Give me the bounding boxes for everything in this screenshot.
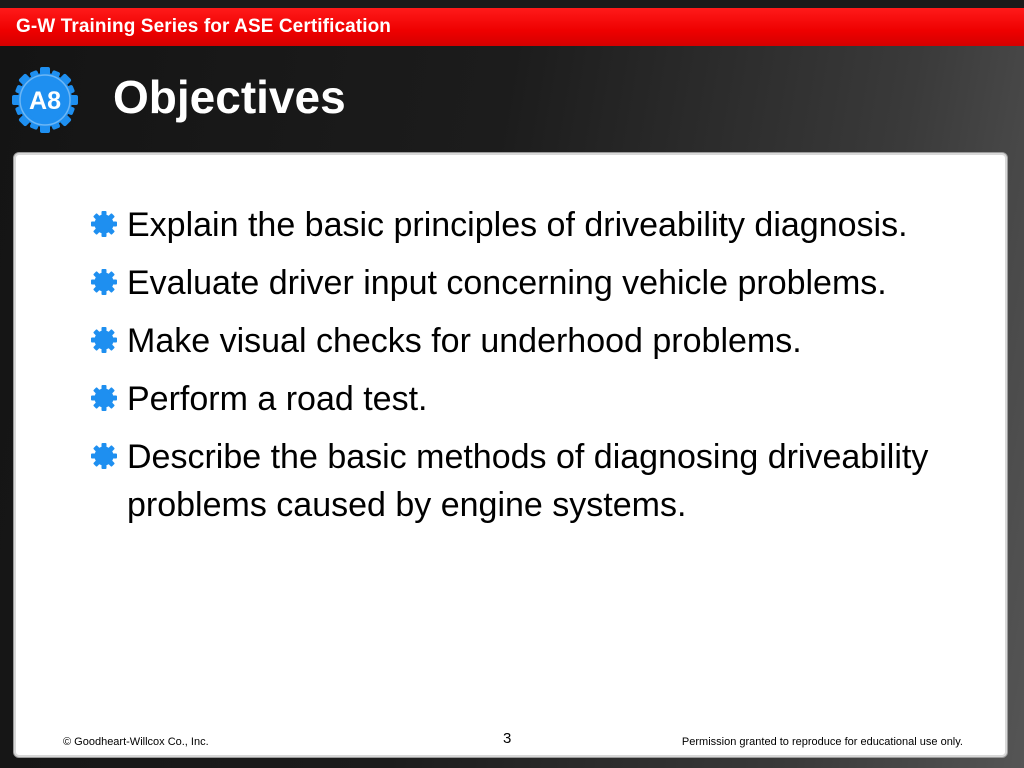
objective-text: Describe the basic methods of diagnosing driveability problems caused by engine systems. xyxy=(127,438,929,524)
header-bar xyxy=(0,8,1024,46)
objective-item xyxy=(90,259,960,307)
objective-item xyxy=(90,433,960,529)
gear-bullet-icon xyxy=(90,326,118,354)
gear-bullet-icon xyxy=(90,268,118,296)
page-number: 3 xyxy=(503,730,512,747)
svg-text:A8: A8 xyxy=(29,87,61,115)
objective-item xyxy=(90,201,960,249)
series-title: G-W Training Series for ASE Certification xyxy=(16,16,392,37)
objective-text: Explain the basic principles of driveability diagnosis. xyxy=(127,206,908,244)
a8-badge-icon xyxy=(11,66,79,134)
objective-item xyxy=(90,375,960,423)
gear-bullet-icon xyxy=(90,384,118,412)
copyright-text: © Goodheart-Willcox Co., Inc. xyxy=(63,736,209,748)
objective-text: Perform a road test. xyxy=(127,380,428,418)
objectives-list xyxy=(90,201,960,539)
top-strip xyxy=(0,0,1024,8)
objective-item xyxy=(90,317,960,365)
objective-text: Evaluate driver input concerning vehicle problems. xyxy=(127,264,887,302)
content-panel xyxy=(13,152,1008,758)
gear-bullet-icon xyxy=(90,442,118,470)
objective-text: Make visual checks for underhood problems. xyxy=(127,322,802,360)
gear-bullet-icon xyxy=(90,210,118,238)
slide-title: Objectives xyxy=(113,71,346,123)
permission-text: Permission granted to reproduce for educational use only. xyxy=(681,736,963,748)
